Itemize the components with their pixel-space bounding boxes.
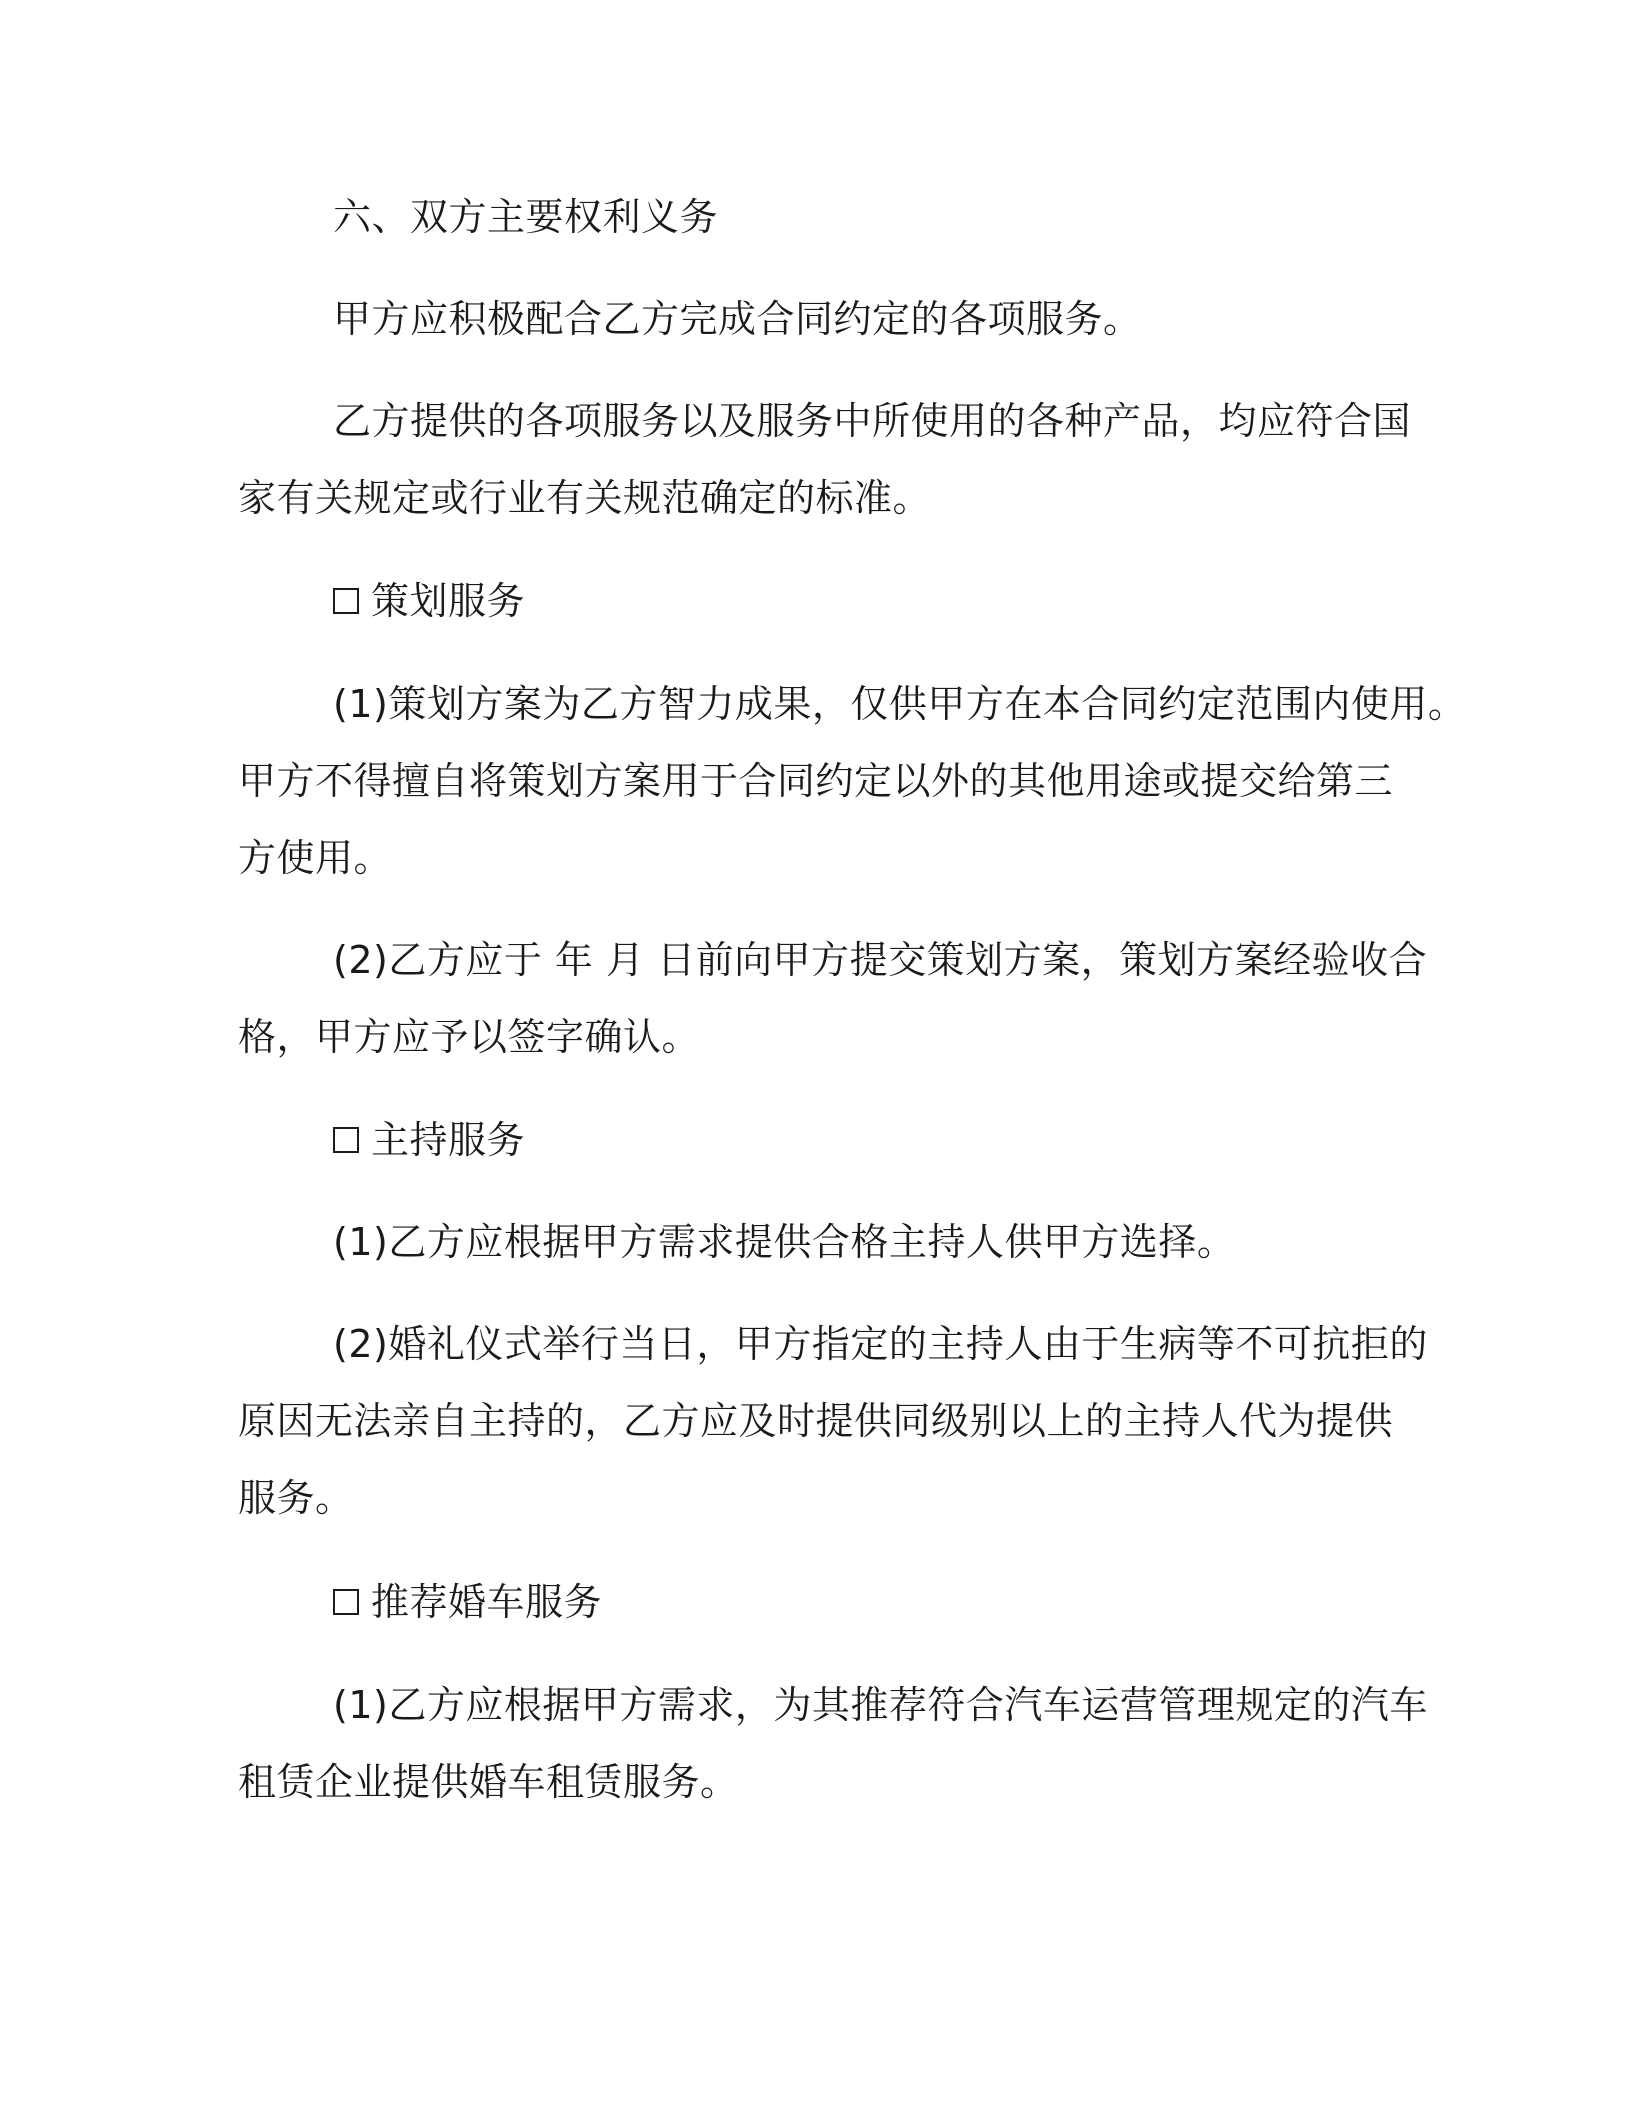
paragraph-standards-line-1: 乙方提供的各项服务以及服务中所使用的各种产品，均应符合国 [333,399,1412,443]
wedding-car-service-checkbox[interactable] [333,1589,359,1615]
wedding-car-item-1-line-2: 租赁企业提供婚车租赁服务。 [238,1760,739,1804]
hosting-item-2-line-1: (2)婚礼仪式举行当日，甲方指定的主持人由于生病等不可抗拒的 [333,1322,1428,1366]
planning-service-checkbox[interactable] [333,588,359,614]
planning-item-1-line-2: 甲方不得擅自将策划方案用于合同约定以外的其他用途或提交给第三 [238,759,1394,803]
planning-item-2-line-2: 格，甲方应予以签字确认。 [238,1015,701,1059]
hosting-service-label: 主持服务 [371,1118,526,1162]
paragraph-cooperation: 甲方应积极配合乙方完成合同约定的各项服务。 [333,297,1142,341]
hosting-item-1: (1)乙方应根据甲方需求提供合格主持人供甲方选择。 [333,1220,1236,1264]
planning-item-2-line-1: (2)乙方应于 年 月 日前向甲方提交策划方案，策划方案经验收合 [333,938,1428,982]
paragraph-standards-line-2: 家有关规定或行业有关规范确定的标准。 [238,476,932,520]
planning-item-1-line-1: (1)策划方案为乙方智力成果，仅供甲方在本合同约定范围内使用。 [333,682,1467,726]
hosting-item-2-line-2: 原因无法亲自主持的，乙方应及时提供同级别以上的主持人代为提供 [238,1399,1394,1443]
hosting-service-checkbox[interactable] [333,1127,359,1153]
planning-service-option[interactable] [333,577,525,625]
planning-service-label: 策划服务 [371,579,526,623]
planning-item-1-line-3: 方使用。 [238,836,393,880]
wedding-car-service-label: 推荐婚车服务 [371,1580,603,1624]
section-heading: 六、双方主要权利义务 [333,195,719,239]
hosting-item-2-line-3: 服务。 [238,1476,354,1520]
wedding-car-service-option[interactable] [333,1578,602,1626]
wedding-car-item-1-line-1: (1)乙方应根据甲方需求，为其推荐符合汽车运营管理规定的汽车 [333,1683,1428,1727]
hosting-service-option[interactable] [333,1116,525,1164]
